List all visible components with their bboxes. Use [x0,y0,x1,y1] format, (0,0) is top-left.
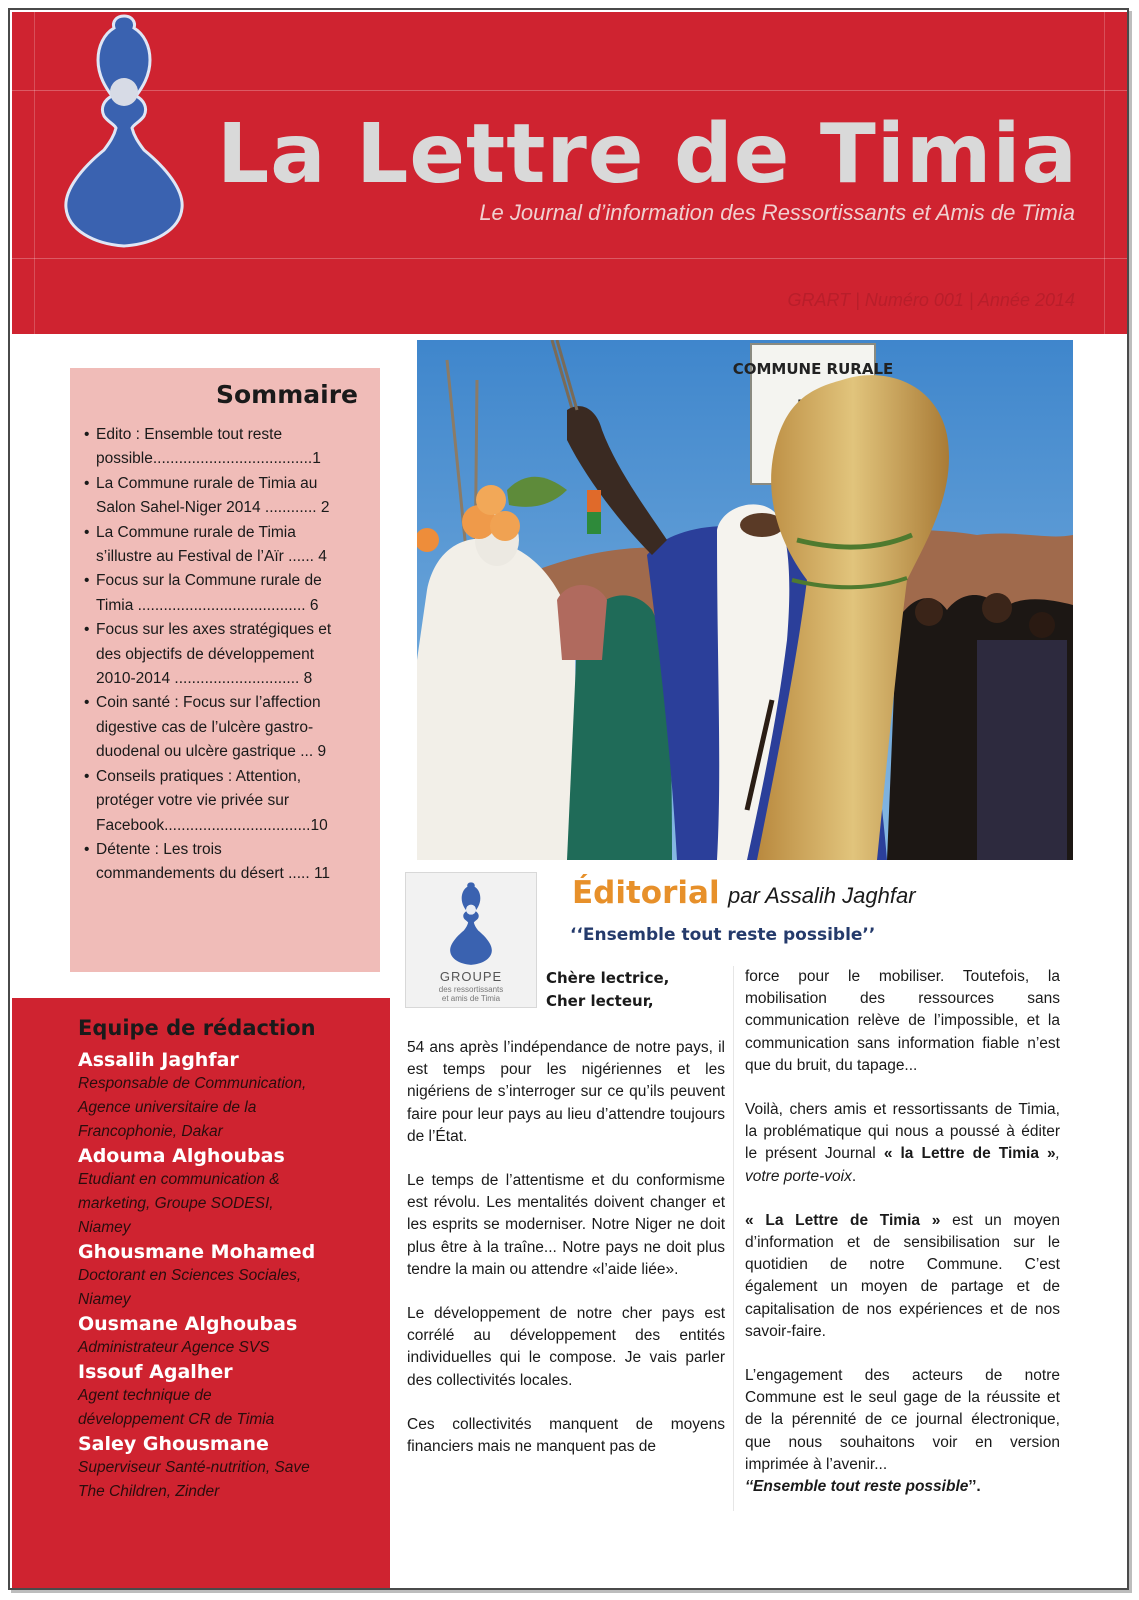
toc-item-line: • La Commune rurale de Timia [96,523,296,541]
team-member-role: Responsable de Communication, [78,1075,307,1092]
masthead-vrule [1104,12,1105,334]
editorial-column-1 [407,1037,725,1480]
team-member-name: Ousmane Alghoubas [78,1313,298,1335]
editorial-byline: par Assalih Jaghfar [728,883,916,908]
toc-heading: Sommaire [215,380,358,409]
toc-item [96,691,368,764]
paragraph: Le développement de notre cher pays est corrélé au développement des entités individuelles qui le compose. Je vais parler des collectivités locales. [407,1305,725,1389]
editorial-team [12,998,390,1588]
editorial-column-2 [745,966,1060,1498]
journal-name: « la Lettre de Timia » [883,1145,1056,1163]
salutation-line: Chère lectrice, [546,969,670,987]
timia-cross-logo-icon [54,12,194,252]
team-heading: Equipe de rédaction [78,1016,316,1040]
paragraph: « La Lettre de Timia » est un moyen d’information et de sensibilisation sur le quotidien de notre Commune. C’est également un moyen de partage et de capitalisation de nos expériences et de nos savoir-faire. [745,1211,1061,1340]
team-list [78,1048,370,1504]
toc-item-line: commandements du désert ..... 11 [96,865,331,883]
toc-item [96,765,368,838]
team-member-name: Adouma Alghoubas [78,1145,285,1167]
toc-item-line: • Conseils pratiques : Attention, [96,767,302,785]
group-logo [405,872,537,1008]
team-member-role: développement CR de Timia [78,1411,275,1428]
journal-name: « La Lettre de Timia » [745,1211,941,1229]
team-member-name: Issouf Agalher [78,1361,233,1383]
editorial-heading [572,875,916,911]
toc-item-line: des objectifs de développement [96,645,315,663]
toc-item-line: Facebook..................................10 [96,816,328,834]
team-member-role: Etudiant en communication & [78,1171,280,1188]
sign-line: COMMUNE RURALE [732,360,894,378]
toc-item-line: • Focus sur les axes stratégiques et [96,621,332,639]
white-robed-figure [417,539,577,860]
team-member-role: Agent technique de [78,1387,212,1404]
paragraph: 54 ans après l’indépendance de notre pays, il est temps pour les nigériennes et les nigériens de s’interroger sur ce qu’ils peuvent faire pour leur pays au lieu d’attendre toujours de l’État. [407,1039,725,1145]
team-member-role: marketing, Groupe SODESI, [78,1195,274,1212]
toc-item-line: • Coin santé : Focus sur l’affection [96,694,321,712]
team-member-role: Administrateur Agence SVS [78,1339,270,1356]
toc-item-line: Timia ....................................... 6 [96,596,319,614]
closing-slogan: ‘‘Ensemble tout reste possible [745,1478,969,1496]
group-logo-subtext-line: des ressortissants [438,985,504,994]
team-member-role: Niamey [78,1291,131,1308]
team-member-name: Assalih Jaghfar [78,1049,239,1071]
toc-item [96,618,368,691]
issue-line: GRART | Numéro 001 | Année 2014 [787,290,1075,310]
group-logo-subtext-line: et amis de Timia [441,994,501,1003]
team-member-role: Doctorant en Sciences Sociales, [78,1267,302,1284]
toc-item-line: duodenal ou ulcère gastrique ... 9 [96,743,327,761]
toc-item-line: • La Commune rurale de Timia au [96,474,318,492]
paragraph: Le temps de l’attentisme et du conformisme est révolu. Les mentalités doivent changer et les esprits se moderniser. Notre Niger ne doit plus être à la traîne... Notre pays ne doit plus tendre la main ou attendre «l’aide liée». [407,1172,725,1278]
toc-item-line: • Focus sur la Commune rurale de [96,572,322,590]
toc-list [82,423,368,887]
masthead [12,12,1127,334]
salutation [546,967,669,1013]
toc-item-line: possible.....................................1 [96,450,321,468]
toc-item [96,569,368,618]
toc-item [96,423,368,472]
column-divider [733,966,734,1511]
toc-item-line: • Edito : Ensemble tout reste [96,426,283,443]
festival-photo [417,340,1073,860]
paragraph: L’engagement des acteurs de notre Commune est le seul gage de la réussite et de la pérennité de ce journal électronique, que nous souhaitons voir en version imprimée à l’avenir... ‘‘Ensemble tout reste possible’’. [745,1367,1060,1496]
newsletter-title: La Lettre de Timia [217,107,1078,202]
paragraph: Ces collectivités manquent de moyens financiers mais ne manquent pas de [407,1415,725,1456]
table-of-contents [70,368,380,972]
group-logo-subtext [406,985,536,1003]
toc-item-line: Salon Sahel-Niger 2014 ............ 2 [96,499,330,517]
toc-item-line: • Détente : Les trois [96,840,222,858]
toc-item [96,838,368,887]
toc-item-line: s’illustre au Festival de l’Aïr ...... 4 [96,548,327,566]
masthead-rule [12,258,1127,259]
paragraph: force pour le mobiliser. Toutefois, la mobilisation des ressources sans communication relève de l’impossible, et la communication sans information fiable n’est que du bruit, du tapage... [745,968,1060,1074]
team-member-role: Francophonie, Dakar [78,1123,223,1140]
team-member-name: Ghousmane Mohamed [78,1241,316,1263]
toc-item [96,472,368,521]
salutation-line: Cher lecteur, [546,992,654,1010]
masthead-vrule [34,12,35,334]
group-cross-logo-icon [443,881,499,967]
toc-item-line: protéger votre vie privée sur [96,792,289,810]
team-member-role: Superviseur Santé-nutrition, Save [78,1459,310,1476]
toc-item-line: 2010-2014 ............................. 8 [96,670,313,688]
team-member-name: Saley Ghousmane [78,1433,269,1455]
editorial-title: Éditorial [572,875,720,911]
group-logo-text: GROUPE [439,969,503,984]
paragraph: Voilà, chers amis et ressortissants de Timia, la problématique qui nous a poussé à éditer le présent Journal « la Lettre de Timia », votre porte-voix. [745,1101,1060,1185]
newsletter-subtitle: Le Journal d’information des Ressortissants et Amis de Timia [479,200,1075,225]
team-member-role: The Children, Zinder [78,1483,220,1500]
team-member-role: Agence universitaire de la [78,1099,257,1116]
toc-item [96,521,368,570]
toc-item-line: digestive cas de l’ulcère gastro- [96,718,314,736]
editorial-slogan: ‘‘Ensemble tout reste possible’’ [570,925,876,945]
team-member-role: Niamey [78,1219,131,1236]
